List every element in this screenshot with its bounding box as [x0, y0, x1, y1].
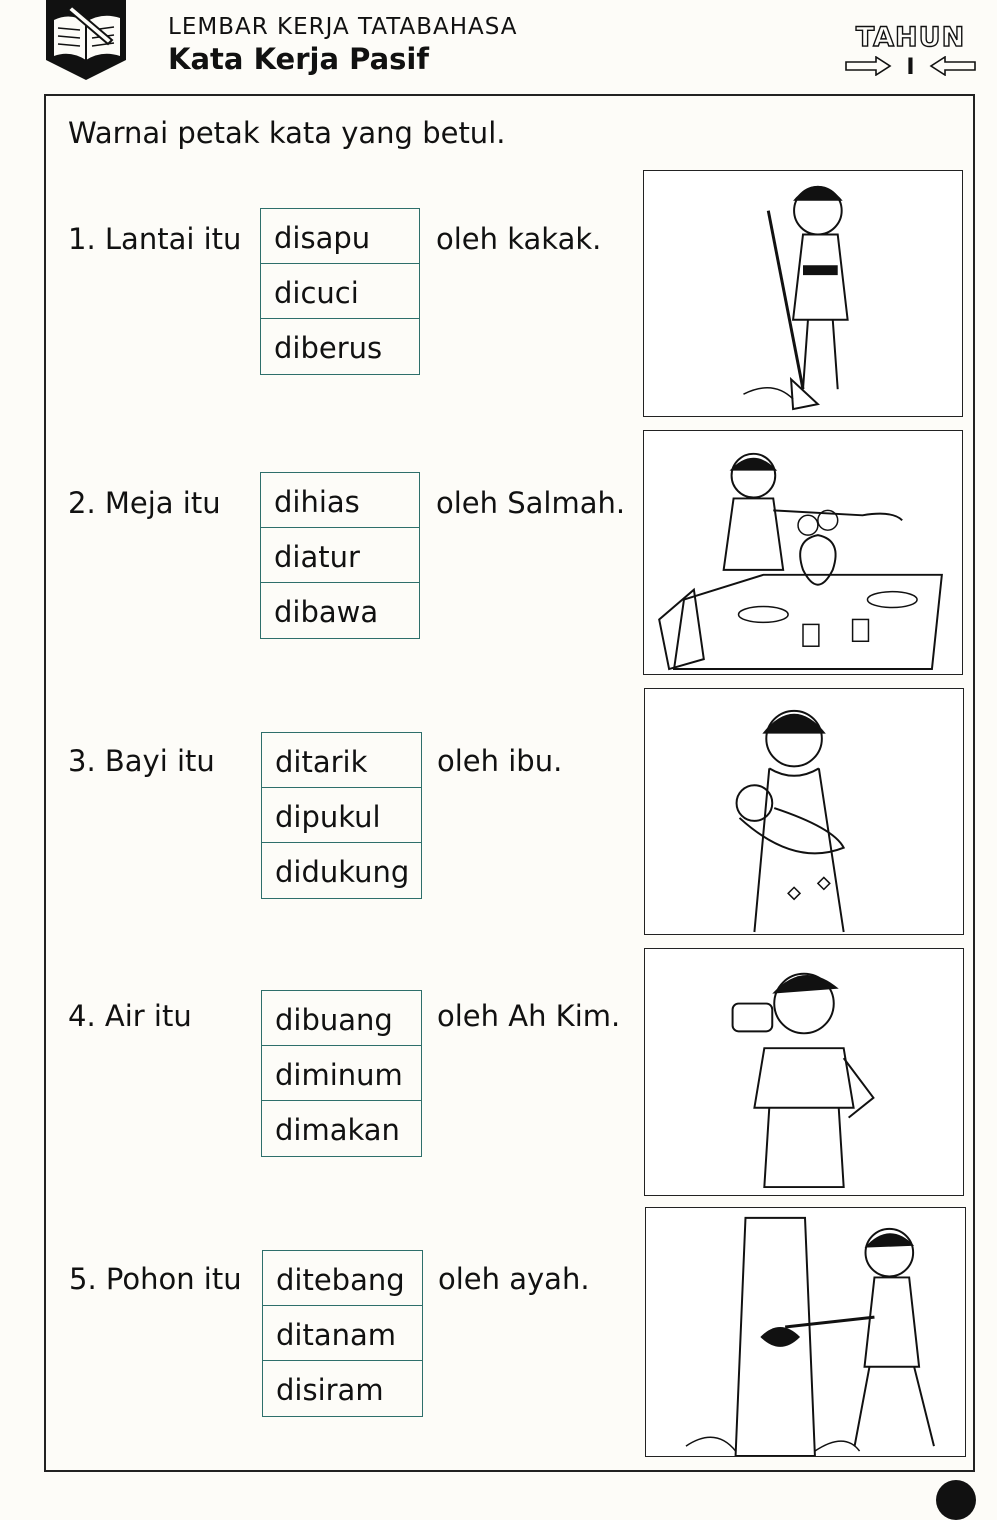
choice-option[interactable]: disapu	[261, 209, 419, 264]
choice-option[interactable]: dihias	[261, 473, 419, 528]
question-suffix: oleh ibu.	[437, 744, 563, 778]
choice-box	[260, 472, 420, 639]
choice-option[interactable]: didukung	[275, 855, 410, 889]
choice-option[interactable]: dimakan	[275, 1113, 400, 1147]
choice-box	[261, 732, 422, 899]
choice-option[interactable]: dipukul	[262, 788, 421, 843]
choice-option[interactable]: dicuci	[261, 264, 419, 319]
choice-box	[260, 208, 420, 375]
question-suffix: oleh Ah Kim.	[437, 999, 621, 1033]
choice-option[interactable]: ditebang	[263, 1251, 422, 1306]
choice-option[interactable]: diatur	[261, 528, 419, 583]
question-suffix: oleh Salmah.	[436, 486, 626, 520]
girl-decorating-table-illustration	[643, 430, 963, 675]
choice-box	[261, 990, 422, 1157]
mother-holding-baby-illustration	[644, 688, 964, 935]
choice-option[interactable]: ditanam	[263, 1306, 422, 1361]
worksheet-title: Kata Kerja Pasif	[168, 42, 429, 76]
choice-option[interactable]: diminum	[262, 1046, 421, 1101]
choice-option[interactable]: disiram	[276, 1373, 384, 1407]
choice-box	[262, 1250, 423, 1417]
question-suffix: oleh ayah.	[438, 1262, 590, 1296]
question-label: 2. Meja itu	[68, 486, 221, 520]
level-number: I	[906, 55, 915, 80]
father-chopping-tree-illustration	[645, 1207, 966, 1457]
question-label: 1. Lantai itu	[68, 222, 242, 256]
worksheet-subtitle: LEMBAR KERJA TATABAHASA	[168, 14, 518, 40]
choice-option[interactable]: ditarik	[262, 733, 421, 788]
choice-option[interactable]: dibawa	[274, 595, 379, 629]
page-number-dot	[936, 1480, 976, 1520]
choice-option[interactable]: dibuang	[262, 991, 421, 1046]
question-label: 5. Pohon itu	[69, 1262, 242, 1296]
question-label: 4. Air itu	[68, 999, 192, 1033]
question-suffix: oleh kakak.	[436, 222, 602, 256]
choice-option[interactable]: diberus	[274, 331, 383, 365]
girl-sweeping-illustration	[643, 170, 963, 417]
question-label: 3. Bayi itu	[68, 744, 215, 778]
arrow-right-icon	[844, 56, 892, 80]
instruction-text: Warnai petak kata yang betul.	[68, 116, 506, 150]
boy-drinking-illustration	[644, 948, 964, 1196]
arrow-left-icon	[929, 56, 977, 80]
level-word: TAHUN	[855, 22, 966, 53]
level-badge	[838, 22, 983, 80]
book-pencil-icon	[42, 0, 130, 80]
